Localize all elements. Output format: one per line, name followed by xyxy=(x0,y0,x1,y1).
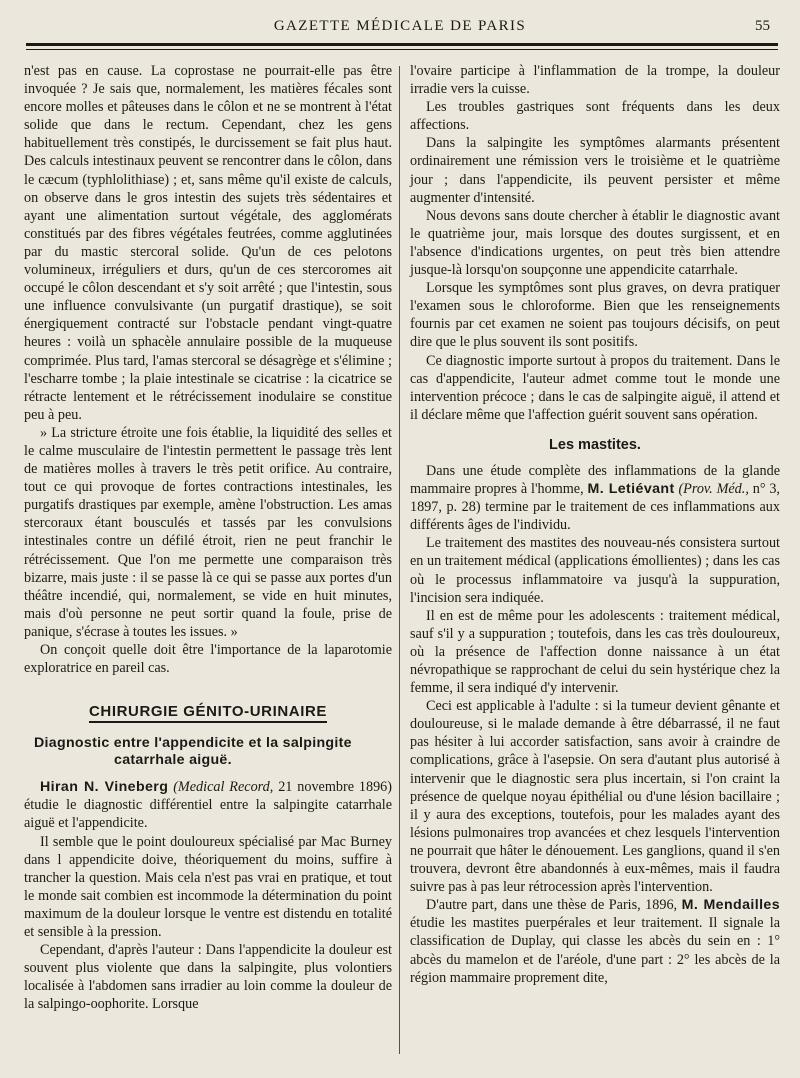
journal-title: GAZETTE MÉDICALE DE PARIS xyxy=(273,18,527,34)
paragraph-text: Dans une étude complète des inflammations de la glande mammaire propres à l'homme, xyxy=(410,462,780,498)
author-name: M. Mendailles xyxy=(681,897,780,914)
article-title xyxy=(24,735,392,769)
paragraph xyxy=(410,462,780,534)
running-header xyxy=(22,18,778,40)
paragraph: n'est pas en cause. La coprostase ne pourrait-elle pas être invoquée ? Je sais que, normalement, les matières fécales sont encore molles et pâteuses dans le côlon et ne se montrent à l'état solide que dans le rectum. Cependant, chez les gens habituellement très constipés, le durcissement se fait plus haut. Des calculs intestinaux peuvent se rencontrer dans le côlon, dans le cæcum (typhlolithiase) ; et, sans même qu'il existe de calculs, on observe dans le gros intestin des sujets très sédentaires et ayant une alimentation surtout végétale, des agglomérats constitués par des fibres végétales feutrées, comme agglutinées par du mastic stercoral solide. Qu'un de ces pelotons volumineux, irréguliers et durs, qu'un de ces stercoromes ait occupé le côlon descendant et s'y soit arrêté ; que l'intestin, sous une influence convulsivante (un purgatif drastique), se soit énergiquement contracté sur l'obstacle pendant vingt-quatre heures : voilà un sphacèle annulaire possible de la muqueuse comprimée. Plus tard, l'amas stercoral se désagrège et s'élimine ; l'escharre tombe ; la plaie intestinale se cicatrise : la cicatrice se rétracte lentement et le rétrécissement inodulaire se constitue peu à peu. xyxy=(24,63,392,423)
author-name: Hiran N. Vineberg xyxy=(40,779,169,796)
paragraph-text: n° 3, 1897, p. 28) termine par le traitement de ces inflammations aux différents âges de l'individu. xyxy=(410,481,780,534)
article-title-line: Diagnostic entre l'appendicite et la salpingite xyxy=(34,735,352,752)
left-column xyxy=(24,62,392,1014)
column-divider xyxy=(399,66,400,1054)
paragraph: Il semble que le point douloureux spécialisé par Mac Burney dans l appendicite doive, théoriquement du moins, suffire à trancher la question. Mais cela n'est pas vrai en pratique, et tout le monde sait combien est incommode la détermination du point maximum de la douleur lorsque le ventre est distendu en totalité et sensible à la pression. xyxy=(24,833,392,941)
paragraph-text: D'autre part, dans une thèse de Paris, 1896, xyxy=(426,897,682,914)
right-column xyxy=(410,62,780,987)
paragraph-text: étudie les mastites puerpérales et leur traitement. Il signale la classification de Duplay, qui classe les abcès du sein en : 1° abcès du mamelon et de l'aréole, d'une part : 2° les abcès de la région mammaire proprement dite, xyxy=(410,915,780,986)
paragraph xyxy=(410,896,780,986)
paragraph: Le traitement des mastites des nouveau-nés consistera surtout en un traitement médical (applications émollientes) ; dans les cas où le processus inflammatoire va jusqu'à la suppuration, l'incision sera indiquée. xyxy=(410,535,780,606)
section-title-text: CHIRURGIE GÉNITO-URINAIRE xyxy=(89,703,327,723)
page-number: 55 xyxy=(755,18,770,34)
paragraph: Il en est de même pour les adolescents : traitement médical, sauf s'il y a suppuration ; toutefois, dans les cas très douloureux, où la présence de l'affection donne naissance à un état névropathique se rapprochant de celui du sein hystérique chez la femme, il sera indiqué d'y intervenir. xyxy=(410,607,780,697)
author-name: M. Letiévant xyxy=(587,481,675,498)
paragraph: Dans la salpingite les symptômes alarmants présentent ordinairement une rémission vers le troisième et le quatrième jour ; dans l'appendicite, ils peuvent persister et même augmenter d'intensité. xyxy=(410,135,780,206)
section-heading: Les mastites. xyxy=(549,436,641,453)
article-title-line: catarrhale aiguë. xyxy=(114,752,232,769)
source-citation: (Medical Record, xyxy=(173,779,274,796)
paragraph: » La stricture étroite une fois établie, la liquidité des selles et le calme musculaire de l'intestin permettent le passage très lent de matières molles à travers le très petit orifice. Au contraire, tout ce qui provoque de fortes contractions intestinales, les purgatifs drastiques par exemple, amène l'obstruction. Les amas stercoraux étant bousculés et tassés par les convulsions intestinales contre un défilé étroit, rien ne peut franchir le rétrécissement. Que l'on me permette une comparaison très bizarre, mais juste : il se passe là ce qui se passe aux portes d'un théâtre incendié, qui, normalement, se vide en huit minutes, mais d'où personne ne peut sortir quand la foule, prise de panique, s'écrase à toutes les issues. » xyxy=(24,424,392,640)
source-citation: (Prov. Méd., xyxy=(678,481,749,498)
paragraph: l'ovaire participe à l'inflammation de la trompe, la douleur irradie vers la cuisse. xyxy=(410,63,780,98)
paragraph xyxy=(24,778,392,832)
paragraph: Les troubles gastriques sont fréquents dans les deux affections. xyxy=(410,99,780,134)
paragraph: Lorsque les symptômes sont plus graves, on devra pratiquer l'examen sous le chloroforme. Bien que les renseignements fournis par cet examen ne soient pas toujours décisifs, on peut dire que le plus souvent ils sont positifs. xyxy=(410,280,780,351)
paragraph-text: 21 novembre 1896) étudie le diagnostic différentiel entre la salpingite catarrhale aiguë et l'appendicite. xyxy=(24,779,392,832)
paragraph: On conçoit quelle doit être l'importance de la laparotomie exploratrice en pareil cas. xyxy=(24,642,392,677)
paragraph: Cependant, d'après l'auteur : Dans l'appendicite la douleur est souvent plus violente que dans la salpingite, plus volontiers localisée à l'abdomen sans irradier au loin comme la douleur de la salpingo-oophorite. Lorsque xyxy=(24,942,392,1013)
section-title xyxy=(24,703,392,721)
header-rule xyxy=(26,43,778,46)
paragraph: Ceci est applicable à l'adulte : si la tumeur devient gênante et douloureuse, si le malade demande à être débarrassé, il ne faut pas hésiter à lui accorder satisfaction, sans avoir à craindre de complications, grâce à l'asepsie. On sera d'autant plus autorisé à intervenir que le diagnostic sera plus incertain, si l'on craint la présence de quelque noyau épithélial ou d'une lésion bacillaire ; il y aura des exceptions, toutefois, pour les malades ayant des lésions pulmonaires trop avancées et chez lesquels l'intervention ne pourrait que hâter le dénouement. Les ganglions, quand il s'en trouvera, devront être abandonnés à eux-mêmes, mais il faudra suivre pas à pas leur rétrocession après l'intervention. xyxy=(410,698,780,896)
paragraph: Nous devons sans doute chercher à établir le diagnostic avant le quatrième jour, mais lorsque des doutes surgissent, et en l'absence d'indications urgentes, on peut très bien attendre jusque-là lorsqu'on soupçonne une appendicite catarrhale. xyxy=(410,207,780,279)
paragraph: Ce diagnostic importe surtout à propos du traitement. Dans le cas d'appendicite, l'auteur admet comme tout le monde une intervention précoce ; dans le cas de salpingite aiguë, il attend et il déclare même que l'affection guérit souvent sans opération. xyxy=(410,352,780,423)
